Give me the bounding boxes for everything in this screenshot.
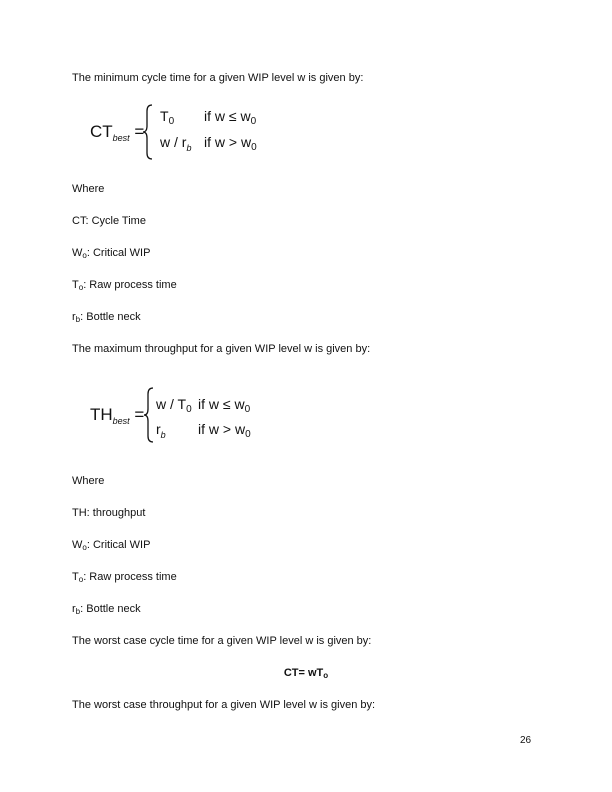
formula-ct-row1-cond: if $w \le w_0$ xyxy=(204,108,257,127)
def2-w0: $W_o$: Critical WIP xyxy=(72,539,151,552)
formula-th-brace xyxy=(143,387,155,443)
formula-th-row1-cond: if $w \le w_0$ xyxy=(198,396,251,415)
def1-ct: CT: Cycle Time xyxy=(72,215,146,227)
def1-rb: $r_b$: Bottle neck xyxy=(72,311,141,324)
def1-w0: $W_o$: Critical WIP xyxy=(72,247,151,260)
formula-ct-row1-value: $T_0$ xyxy=(160,108,175,127)
def1-t0: $T_o$: Raw process time xyxy=(72,279,177,292)
formula-ct-row2-value: w / $r_b$ xyxy=(160,134,192,153)
def2-rb: $r_b$: Bottle neck xyxy=(72,603,141,616)
formula-th-row2-cond: if $w > w_0$ xyxy=(198,421,251,440)
intro-max-throughput: The maximum throughput for a given WIP level w is given by: xyxy=(72,343,371,355)
def2-th: TH: throughput xyxy=(72,507,146,519)
def2-t0: $T_o$: Raw process time xyxy=(72,571,177,584)
page-number: 26 xyxy=(520,735,532,746)
worst-ct-formula: $CT= wT_o$ xyxy=(283,667,329,680)
where-label-2: Where xyxy=(72,475,105,487)
where-label-1: Where xyxy=(72,183,105,195)
intro-min-cycle-time: The minimum cycle time for a given WIP level w is given by: xyxy=(72,72,364,84)
formula-ct-lhs: $CT_{best}$ = xyxy=(90,122,145,143)
formula-ct-row2-cond: if $w > w_0$ xyxy=(204,134,257,153)
intro-worst-cycle-time: The worst case cycle time for a given WIP level w is given by: xyxy=(72,635,372,647)
formula-th-row2-value: $r_b$ xyxy=(156,421,166,440)
formula-th-row1-value: w / $T_0$ xyxy=(156,396,192,415)
formula-th-lhs: $TH_{best}$ = xyxy=(90,405,145,426)
intro-worst-throughput: The worst case throughput for a given WIP level w is given by: xyxy=(72,699,376,711)
formula-ct-brace xyxy=(142,104,154,160)
